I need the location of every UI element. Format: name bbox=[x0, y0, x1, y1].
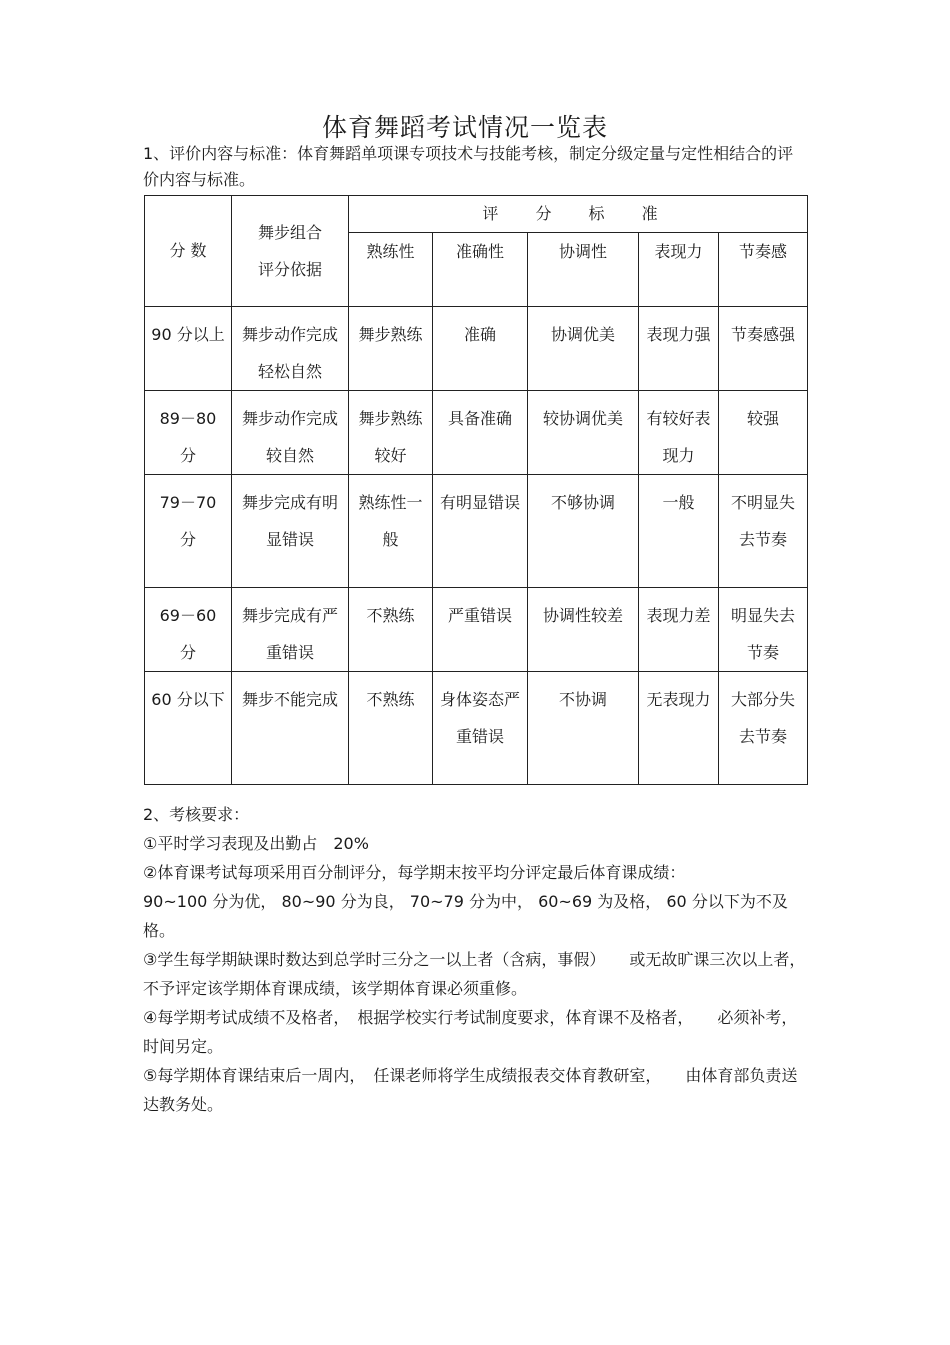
table-row bbox=[145, 475, 808, 588]
score-cell: 89－80 分 bbox=[145, 391, 232, 475]
requirement-item: ③学生每学期缺课时数达到总学时三分之一以上者（含病，事假） 或无故旷课三次以上者，不予评定该学期体育课成绩，该学期体育课必须重修。 bbox=[143, 950, 806, 998]
table-cell: 大部分失去节奏 bbox=[719, 672, 808, 785]
requirement-item: ①平时学习表现及出勤占 20% bbox=[143, 834, 369, 853]
table-cell: 较强 bbox=[719, 391, 808, 475]
table-cell: 表现力差 bbox=[639, 588, 719, 672]
table-cell: 具备准确 bbox=[433, 391, 528, 475]
table-cell: 不够协调 bbox=[528, 475, 639, 588]
score-header: 分 数 bbox=[145, 196, 232, 307]
table-cell: 有明显错误 bbox=[433, 475, 528, 588]
criteria-rhythm: 节奏感 bbox=[719, 233, 808, 307]
criteria-accuracy: 准确性 bbox=[433, 233, 528, 307]
table-row bbox=[145, 391, 808, 475]
grade-scale-text: 90~100 分为优， 80~90 分为良， 70~79 分为中， 60~69 为及格， 60 分以下为不及格。 bbox=[143, 892, 788, 940]
table-cell: 协调性较差 bbox=[528, 588, 639, 672]
table-cell: 熟练性一般 bbox=[349, 475, 433, 588]
requirements-section bbox=[143, 800, 808, 1119]
table-cell: 舞步熟练较好 bbox=[349, 391, 433, 475]
intro-paragraph: 1、评价内容与标准：体育舞蹈单项课专项技术与技能考核，制定分级定量与定性相结合的评价内容与标准。 bbox=[143, 144, 794, 189]
table-cell: 一般 bbox=[639, 475, 719, 588]
table-cell: 准确 bbox=[433, 307, 528, 391]
table-row bbox=[145, 307, 808, 391]
table-row bbox=[145, 672, 808, 785]
table-cell: 节奏感强 bbox=[719, 307, 808, 391]
page-title: 体育舞蹈考试情况一览表 bbox=[321, 113, 608, 142]
grading-table bbox=[144, 195, 808, 785]
table-cell: 不明显失去节奏 bbox=[719, 475, 808, 588]
table-cell: 明显失去节奏 bbox=[719, 588, 808, 672]
requirements-heading: 2、考核要求： bbox=[143, 805, 250, 824]
requirement-item: ②体育课考试每项采用百分制评分，每学期末按平均分评定最后体育课成绩： bbox=[143, 863, 686, 882]
basis-cell: 舞步动作完成轻松自然 bbox=[232, 307, 349, 391]
table-cell: 有较好表现力 bbox=[639, 391, 719, 475]
score-cell: 60 分以下 bbox=[145, 672, 232, 785]
table-cell: 无表现力 bbox=[639, 672, 719, 785]
table-cell: 身体姿态严重错误 bbox=[433, 672, 528, 785]
table-cell: 不熟练 bbox=[349, 588, 433, 672]
table-cell: 严重错误 bbox=[433, 588, 528, 672]
score-cell: 90 分以上 bbox=[145, 307, 232, 391]
score-cell: 69－60 分 bbox=[145, 588, 232, 672]
basis-header: 舞步组合评分依据 bbox=[232, 196, 349, 307]
table-cell: 不协调 bbox=[528, 672, 639, 785]
table-cell: 舞步熟练 bbox=[349, 307, 433, 391]
table-row bbox=[145, 588, 808, 672]
criteria-expressiveness: 表现力 bbox=[639, 233, 719, 307]
criteria-header: 评 分 标 准 bbox=[349, 196, 808, 233]
score-cell: 79－70 分 bbox=[145, 475, 232, 588]
table-cell: 协调优美 bbox=[528, 307, 639, 391]
basis-cell: 舞步不能完成 bbox=[232, 672, 349, 785]
criteria-proficiency: 熟练性 bbox=[349, 233, 433, 307]
basis-cell: 舞步动作完成较自然 bbox=[232, 391, 349, 475]
requirement-item: ⑤每学期体育课结束后一周内， 任课老师将学生成绩报表交体育教研室， 由体育部负责送达教务处。 bbox=[143, 1066, 798, 1114]
basis-cell: 舞步完成有严重错误 bbox=[232, 588, 349, 672]
table-cell: 表现力强 bbox=[639, 307, 719, 391]
basis-cell: 舞步完成有明显错误 bbox=[232, 475, 349, 588]
table-cell: 较协调优美 bbox=[528, 391, 639, 475]
criteria-coordination: 协调性 bbox=[528, 233, 639, 307]
requirement-item: ④每学期考试成绩不及格者， 根据学校实行考试制度要求，体育课不及格者， 必须补考，时间另定。 bbox=[143, 1008, 798, 1056]
table-cell: 不熟练 bbox=[349, 672, 433, 785]
